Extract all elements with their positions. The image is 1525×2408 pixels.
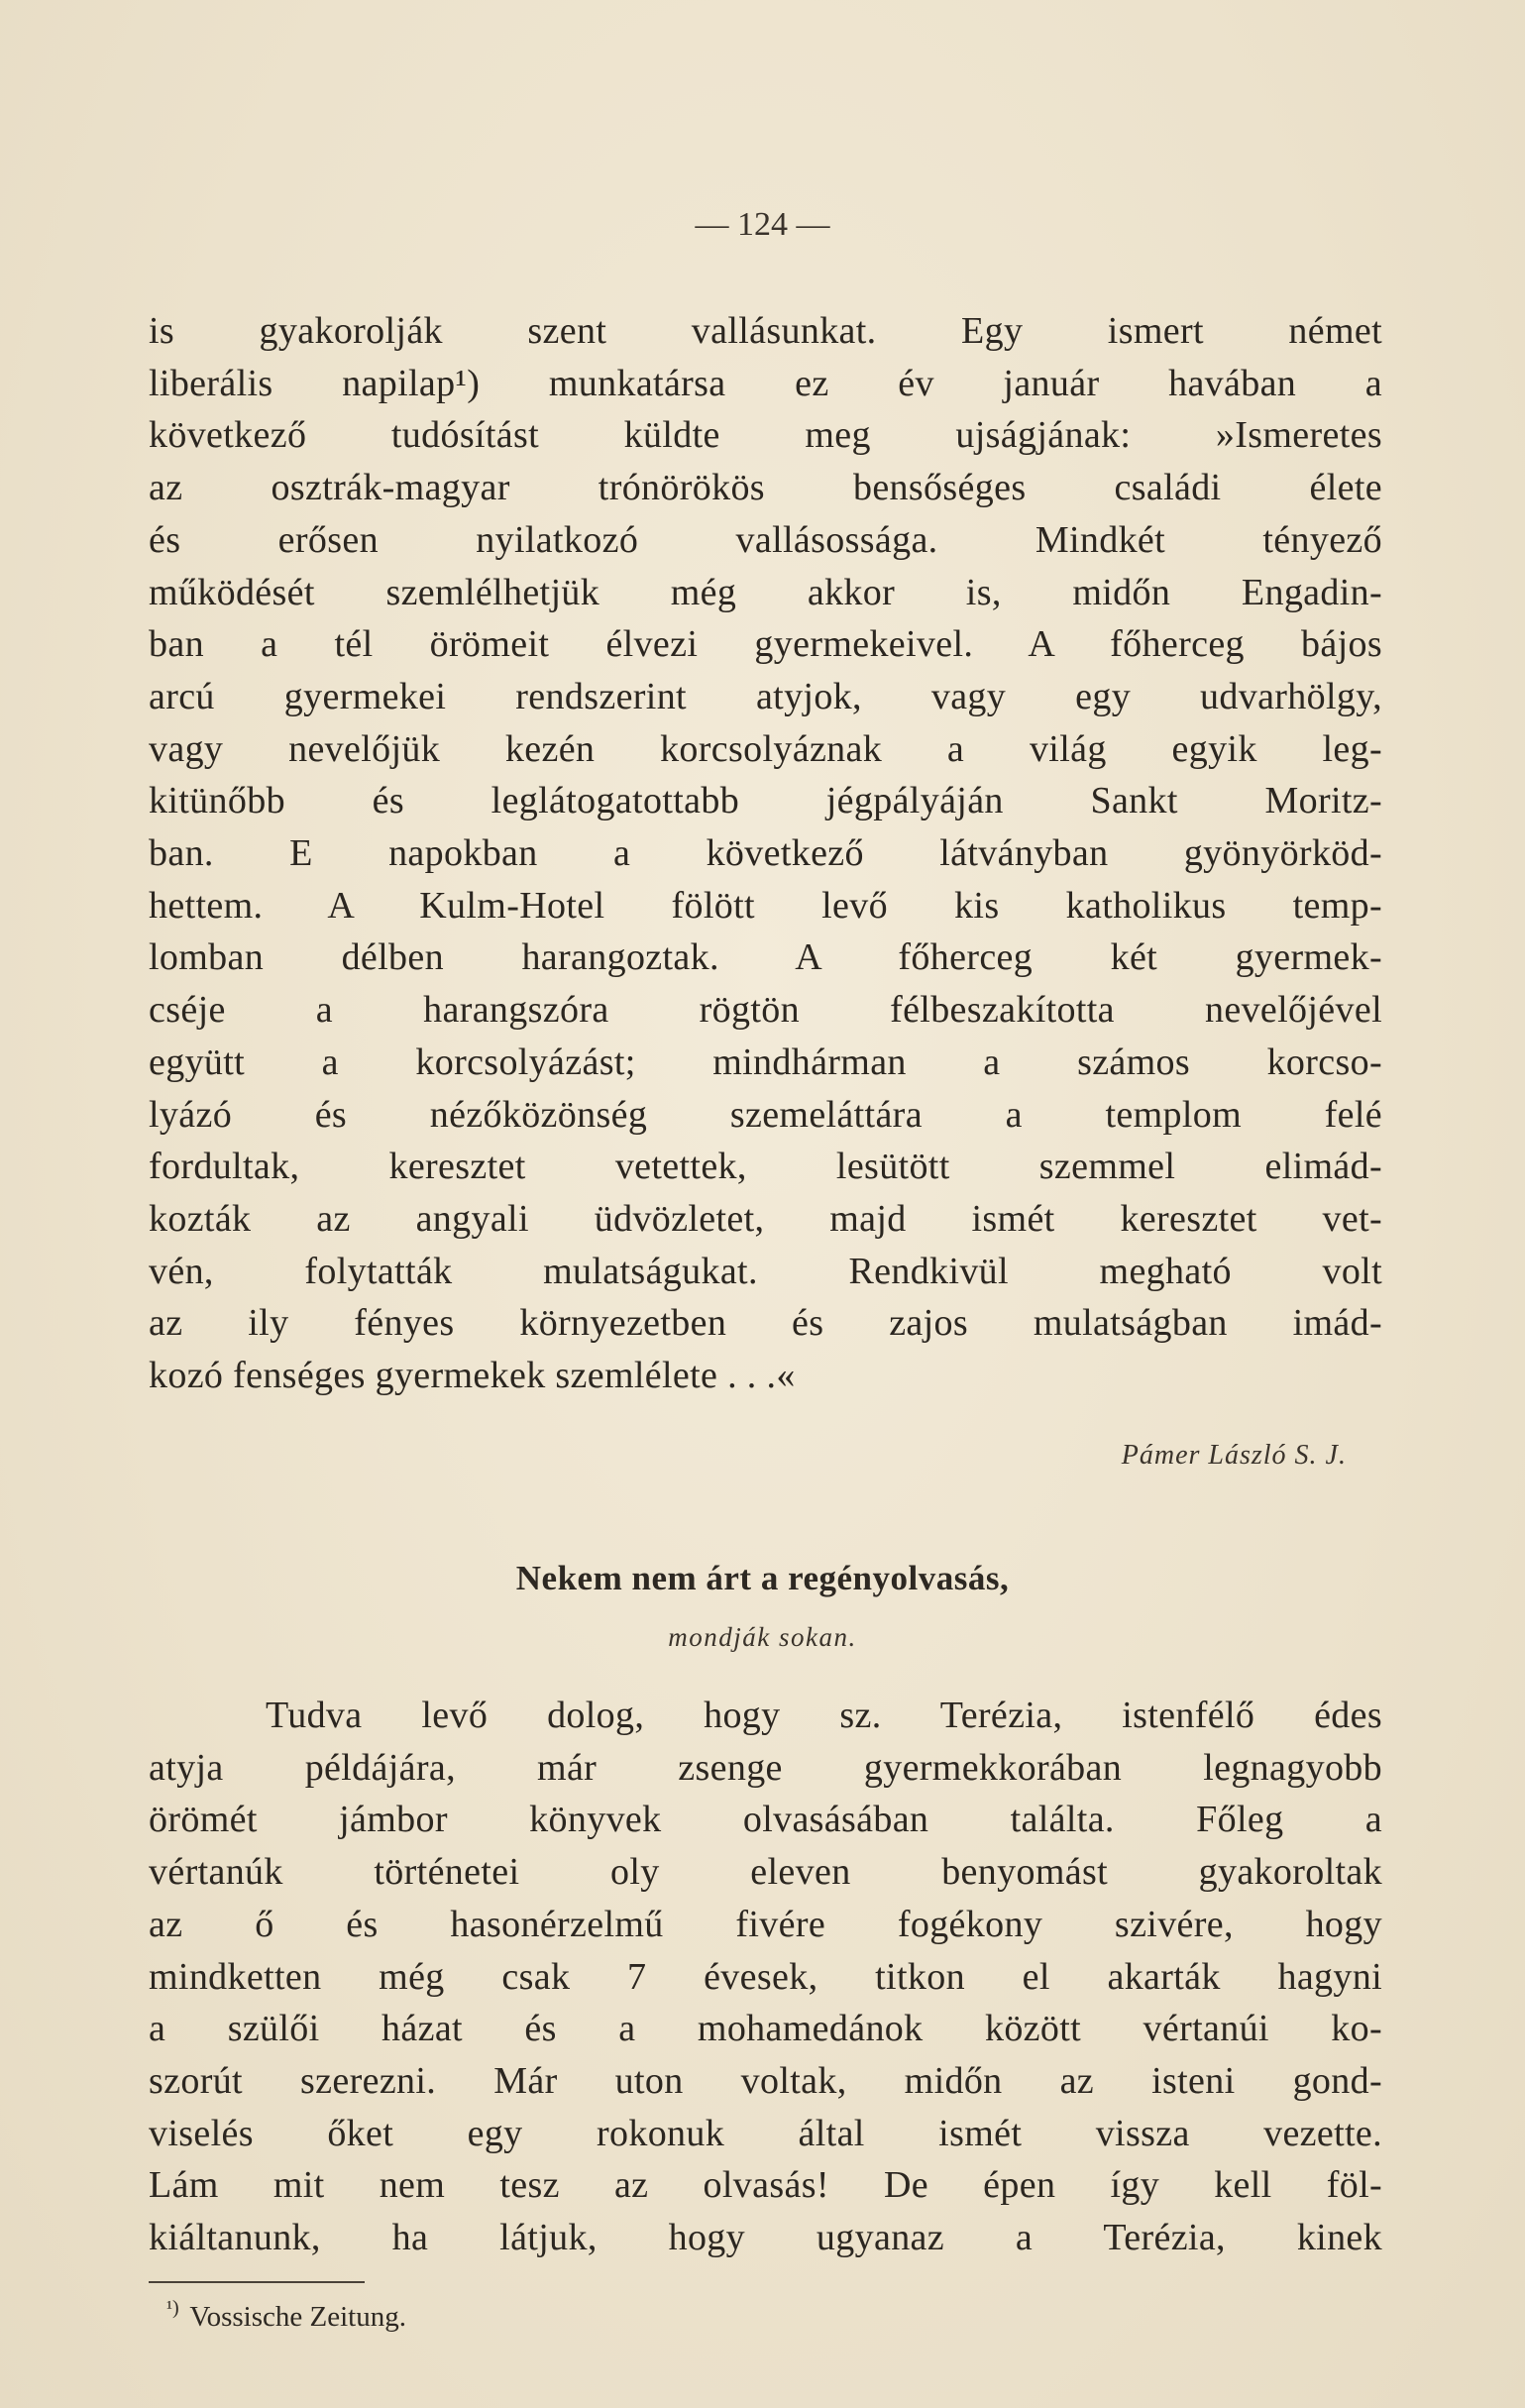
footnote-divider — [149, 2281, 365, 2283]
text-line: is gyakorolják szent vallásunkat. Egy ismert német — [149, 310, 1382, 352]
text-line: atyja példájára, már zsenge gyermekkorában legnagyobb — [149, 1746, 1382, 1789]
footnote-text: Vossische Zeitung. — [189, 2301, 406, 2333]
footnote-mark: ¹) — [166, 2297, 179, 2319]
text-line: az osztrák-magyar trónörökös bensőséges családi élete — [149, 467, 1382, 509]
text-line: ban a tél örömeit élvezi gyermekeivel. A főherceg bájos — [149, 623, 1382, 666]
text-line: a szülői házat és a mohamedánok között vértanúi ko- — [149, 2008, 1382, 2050]
text-line: működését szemlélhetjük még akkor is, midőn Engadin- — [149, 571, 1382, 613]
paragraph-1 — [149, 305, 1382, 1402]
text-line: Lám mit nem tesz az olvasás! De épen így kell föl- — [149, 2164, 1382, 2207]
signature: Pámer László S. J. — [1121, 1440, 1347, 1471]
text-line: örömét jámbor könyvek olvasásában találta. Főleg a — [149, 1799, 1382, 1841]
text-line: vagy nevelőjük kezén korcsolyáznak a világ egyik leg- — [149, 727, 1382, 770]
text-line: lomban délben harangoztak. A főherceg két gyermek- — [149, 936, 1382, 979]
text-line: arcú gyermekei rendszerint atyjok, vagy egy udvarhölgy, — [149, 675, 1382, 717]
text-line: az ily fényes környezetben és zajos mulatságban imád- — [149, 1302, 1382, 1345]
page-number: — 124 — — [695, 206, 830, 243]
text-line: hettem. A Kulm-Hotel fölött levő kis katholikus temp- — [149, 884, 1382, 927]
section-heading: Nekem nem árt a regényolvasás, — [515, 1559, 1010, 1597]
footnote — [166, 2297, 406, 2334]
text-line: cséje a harangszóra rögtön félbeszakította nevelőjével — [149, 989, 1382, 1032]
text-line: mindketten még csak 7 évesek, titkon el akarták hagyni — [149, 1955, 1382, 1998]
text-line: vértanúk történetei oly eleven benyomást gyakoroltak — [149, 1851, 1382, 1894]
text-line: kozó fenséges gyermekek szemlélete . . .« — [149, 1355, 796, 1397]
text-line: kozták az angyali üdvözletet, majd ismét keresztet vet- — [149, 1197, 1382, 1240]
text-line: lyázó és nézőközönség szemeláttára a templom felé — [149, 1093, 1382, 1136]
text-line: ban. E napokban a következő látványban gyönyörköd- — [149, 832, 1382, 875]
section-subheading: mondják sokan. — [668, 1622, 857, 1652]
text-line: következő tudósítást küldte meg ujságjának: »Ismeretes — [149, 414, 1382, 457]
text-line: Tudva levő dolog, hogy sz. Terézia, istenfélő édes — [266, 1695, 1382, 1736]
paragraph-2 — [149, 1690, 1382, 2264]
text-line: vén, folytatták mulatságukat. Rendkivül megható volt — [149, 1250, 1382, 1292]
text-line: liberális napilap¹) munkatársa ez év január havában a — [149, 362, 1382, 404]
text-line: fordultak, keresztet vetettek, lesütött szemmel elimád- — [149, 1146, 1382, 1188]
text-line: kiáltanunk, ha látjuk, hogy ugyanaz a Terézia, kinek — [149, 2217, 1382, 2259]
text-line: szorút szerezni. Már uton voltak, midőn az isteni gond- — [149, 2059, 1382, 2102]
text-line: viselés őket egy rokonuk által ismét vissza vezette. — [149, 2112, 1382, 2154]
text-line: az ő és hasonérzelmű fivére fogékony szivére, hogy — [149, 1903, 1382, 1945]
text-line: és erősen nyilatkozó vallásossága. Mindkét tényező — [149, 518, 1382, 561]
text-line: együtt a korcsolyázást; mindhárman a számos korcso- — [149, 1040, 1382, 1083]
text-line: kitünőbb és leglátogatottabb jégpályáján Sankt Moritz- — [149, 780, 1382, 822]
